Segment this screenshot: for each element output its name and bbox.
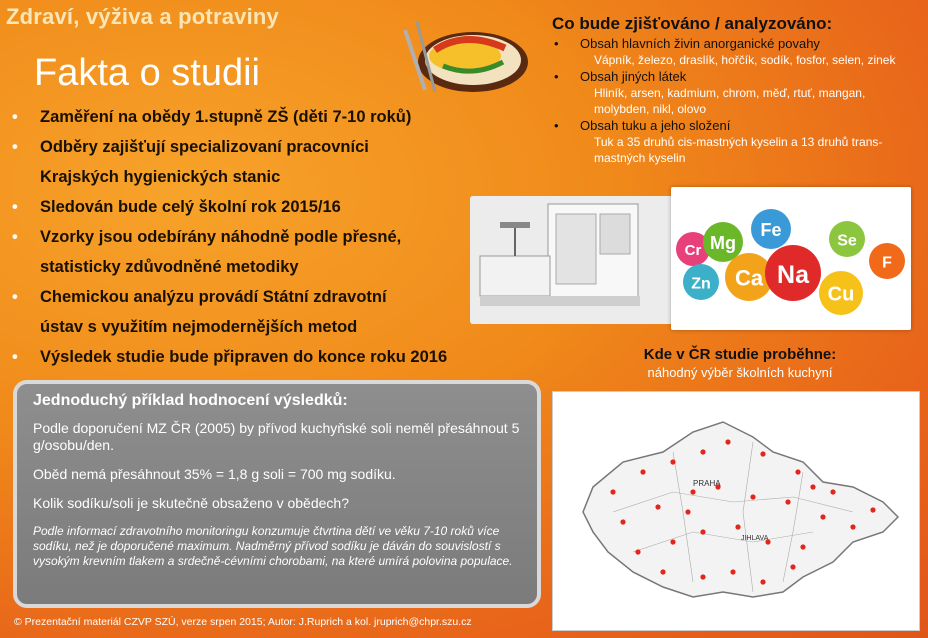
sample-site-dot [700,529,705,534]
analysis-detail: Vápník, železo, draslík, hořčík, sodík, fosfor, selen, zinek [594,53,896,67]
element-symbol: Na [777,260,809,289]
fact-item: • Odběry zajišťují specializovaní pracovníci Krajských hygienických stanic [12,138,369,186]
analysis-item: • Obsah jiných látek [554,69,687,84]
page-title: Fakta o studii [34,52,260,94]
sample-site-dot [800,544,805,549]
sample-site-dot [660,569,665,574]
analysis-detail: Hliník, arsen, kadmium, chrom, měď, rtuť, mangan, molybden, nikl, olovo [594,86,866,116]
sample-site-dot [790,564,795,569]
sample-site-dot [810,484,815,489]
sample-site-dot [700,574,705,579]
sample-site-dot [795,469,800,474]
sample-site-dot [640,469,645,474]
map-label-city: JIHLAVA [741,535,769,542]
map-label-capital: PRAHA [693,479,721,488]
sample-site-dot [870,507,875,512]
sample-site-dot [850,524,855,529]
element-symbol: Cr [684,241,702,259]
sample-site-dot [730,569,735,574]
sample-site-dot [670,459,675,464]
element-symbol: Zn [691,275,711,293]
sample-site-dot [760,451,765,456]
sample-site-dot [760,579,765,584]
element-symbol: Mg [710,233,736,253]
sample-site-dot [620,519,625,524]
example-box [13,380,541,608]
czech-map [552,391,920,631]
sample-site-dot [685,509,690,514]
example-paragraph: Kolik sodíku/soli je skutečně obsaženo v obědech? [33,495,349,511]
food-plate-image [395,10,530,98]
sample-site-dot [750,494,755,499]
footer-credit: © Prezentační materiál CZVP SZÚ, verze srpen 2015; Autor: J.Ruprich a kol. jruprich@chpr.szu.cz [14,616,472,628]
lab-instrument-image [470,196,675,324]
facts-list [12,102,532,372]
elements-image [671,187,911,330]
sample-site-dot [700,449,705,454]
analysis-item: • Obsah hlavních živin anorganické povahy [554,36,820,51]
fact-item: • Zaměření na obědy 1.stupně ZŠ (děti 7-10 roků) [12,108,412,126]
sample-site-dot [670,539,675,544]
sample-site-dot [635,549,640,554]
example-note: Podle informací zdravotního monitoringu konzumuje čtvrtina dětí ve věku 7-10 roků více sodíku, než je doporučené maximum. Nadměrný přívod sodíku je dáván do souvislostí s vysokým krevním tlakem a srdečně-cévními chorobami, na které umírá polovina populace. [33,524,513,568]
analysis-item: • Obsah tuku a jeho složení [554,118,731,133]
sample-site-dot [655,504,660,509]
map-subtitle: náhodný výběr školních kuchyní [647,365,833,380]
element-symbol: Fe [760,220,782,240]
fact-item: • Sledován bude celý školní rok 2015/16 [12,198,341,216]
sample-site-dot [610,489,615,494]
sample-site-dot [820,514,825,519]
analysis-heading: Co bude zjišťováno / analyzováno: [552,14,833,33]
fact-item: • Vzorky jsou odebírány náhodně podle přesné, statisticky zdůvodněné metodiky [12,228,402,276]
map-title: Kde v ČR studie proběhne: [643,346,837,363]
sample-site-dot [690,489,695,494]
element-symbol: Se [837,232,857,250]
section-header: Zdraví, výživa a potraviny [6,4,279,29]
sample-site-dot [725,439,730,444]
analysis-section [552,14,922,166]
element-symbol: Cu [827,283,855,306]
sample-site-dot [830,489,835,494]
sample-site-dot [785,499,790,504]
element-symbol: F [882,254,892,272]
example-paragraph: Oběd nemá přesáhnout 35% = 1,8 g soli = 700 mg sodíku. [33,466,396,482]
example-paragraph: Podle doporučení MZ ČR (2005) by přívod kuchyňské soli neměl přesáhnout 5 g/osobu/den. [33,420,520,453]
sample-site-dot [735,524,740,529]
example-heading: Jednoduchý příklad hodnocení výsledků: [33,392,348,409]
map-caption [560,346,920,380]
element-symbol: Ca [734,265,764,291]
analysis-detail: Tuk a 35 druhů cis-mastných kyselin a 13 druhů trans-mastných kyselin [594,135,883,165]
fact-item: • Chemickou analýzu provádí Státní zdravotní ústav s využitím nejmodernějších metod [12,288,387,336]
fact-item: • Výsledek studie bude připraven do konce roku 2016 [12,348,448,366]
